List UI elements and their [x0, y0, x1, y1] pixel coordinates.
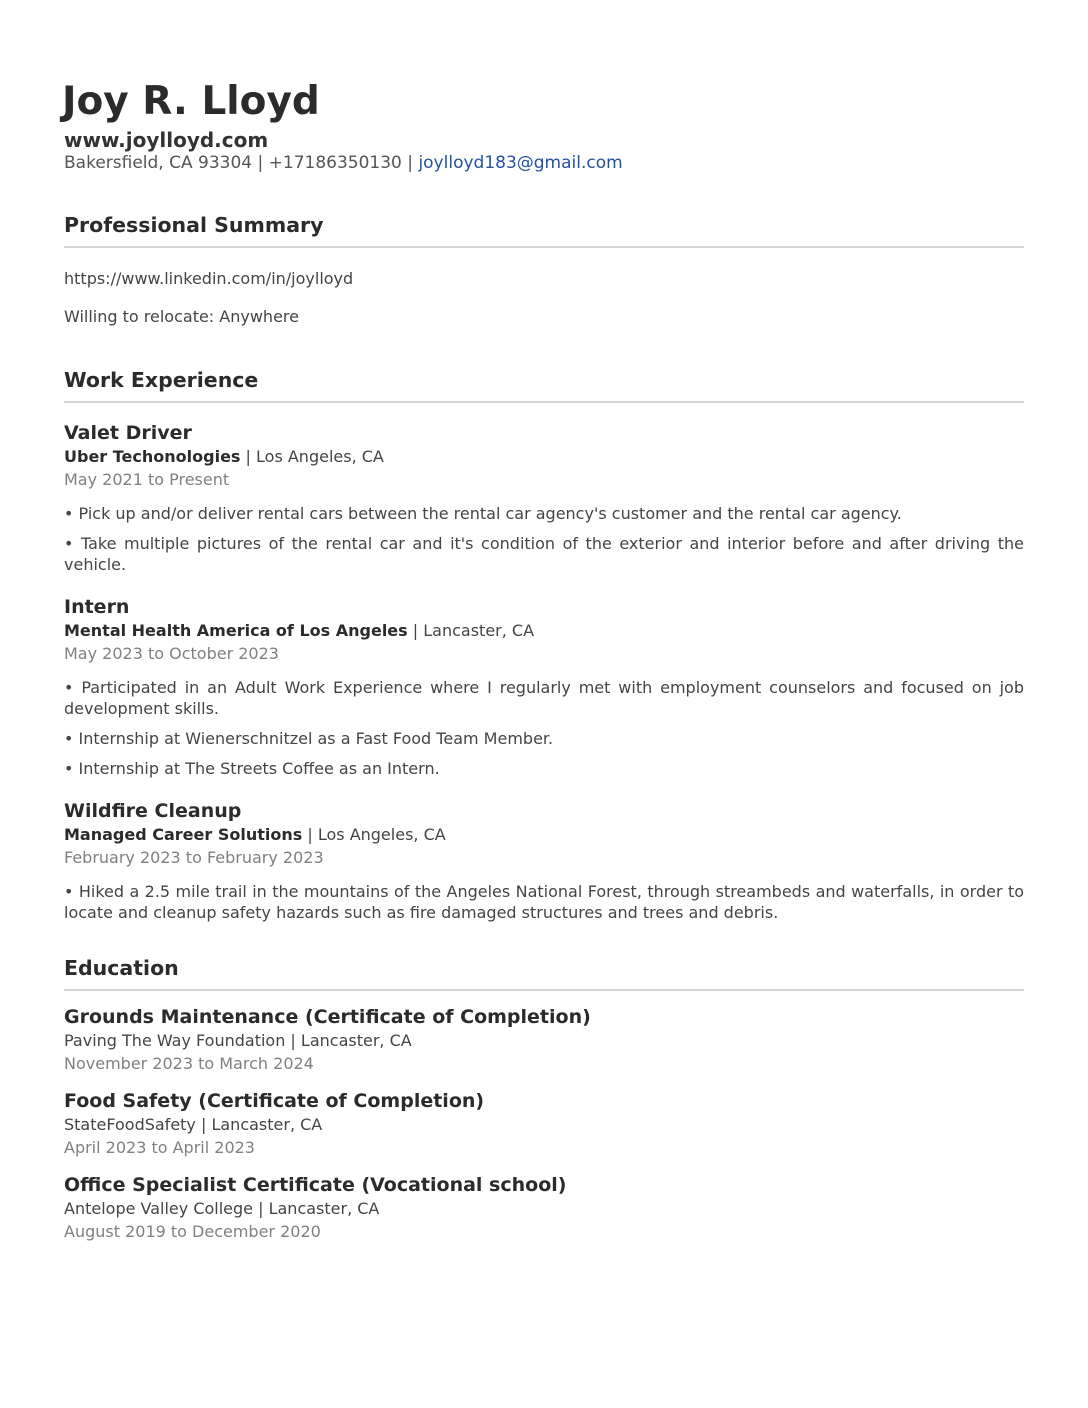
education-dates: April 2023 to April 2023 — [64, 1138, 255, 1157]
credential-title: Food Safety (Certificate of Completion) — [64, 1090, 485, 1112]
job-bullet: • Internship at The Streets Coffee as an Intern. — [64, 759, 440, 778]
job-entry — [64, 799, 1024, 923]
education-section — [64, 955, 1024, 1243]
job-bullet: • Participated in an Adult Work Experience where I regularly met with employment counselors and focused on job development skills. — [64, 678, 1024, 718]
job-org — [64, 619, 1024, 642]
job-bullets — [64, 503, 1024, 575]
job-org — [64, 445, 1024, 468]
website-link[interactable]: www.joylloyd.com — [64, 128, 269, 152]
education-dates: August 2019 to December 2020 — [64, 1222, 321, 1241]
job-entry — [64, 595, 1024, 779]
company-name: Managed Career Solutions — [64, 825, 303, 844]
education-entry — [64, 1089, 1024, 1159]
credential-title: Office Specialist Certificate (Vocational school) — [64, 1174, 567, 1196]
phone: +17186350130 — [268, 153, 402, 173]
job-location: Los Angeles, CA — [256, 447, 384, 466]
separator: | — [412, 621, 419, 640]
education-entry — [64, 1005, 1024, 1075]
school-name: Paving The Way Foundation | Lancaster, CA — [64, 1031, 412, 1050]
job-bullets — [64, 881, 1024, 923]
summary-section — [64, 212, 1024, 327]
job-bullet: • Pick up and/or deliver rental cars between the rental car agency's customer and the rental car agency. — [64, 504, 902, 523]
job-dates: May 2023 to October 2023 — [64, 644, 279, 663]
section-heading: Professional Summary — [64, 212, 1024, 248]
job-title: Valet Driver — [64, 422, 192, 444]
job-org — [64, 823, 1024, 846]
email-link[interactable]: joylloyd183@gmail.com — [418, 153, 623, 173]
separator: | — [257, 153, 264, 173]
job-bullet: • Take multiple pictures of the rental car and it's condition of the exterior and interior before and after driving the vehicle. — [64, 534, 1024, 574]
job-entry — [64, 421, 1024, 575]
separator: | — [245, 447, 251, 466]
contact-line — [64, 152, 1024, 174]
education-dates: November 2023 to March 2024 — [64, 1054, 314, 1073]
resume — [64, 78, 1024, 1243]
linkedin-url: https://www.linkedin.com/in/joylloyd — [64, 269, 354, 288]
separator: | — [407, 153, 414, 173]
relocation-note: Willing to relocate: Anywhere — [64, 307, 299, 326]
education-entry — [64, 1173, 1024, 1243]
section-heading: Work Experience — [64, 367, 1024, 403]
candidate-name: Joy R. Lloyd — [62, 79, 320, 124]
job-bullet: • Hiked a 2.5 mile trail in the mountains of the Angeles National Forest, through streambeds and waterfalls, in order to locate and cleanup safety hazards such as fire damaged structures and trees and debris. — [64, 882, 1024, 922]
job-dates: May 2021 to Present — [64, 470, 230, 489]
job-location: Lancaster, CA — [423, 621, 535, 640]
work-section — [64, 367, 1024, 923]
company-name: Uber Techonologies — [64, 447, 241, 466]
section-heading: Education — [64, 955, 1024, 991]
credential-title: Grounds Maintenance (Certificate of Completion) — [64, 1006, 591, 1028]
job-title: Intern — [64, 596, 130, 618]
job-location: Los Angeles, CA — [317, 825, 446, 844]
job-dates: February 2023 to February 2023 — [64, 848, 324, 867]
company-name: Mental Health America of Los Angeles — [64, 621, 408, 640]
job-bullets — [64, 677, 1024, 779]
location: Bakersfield, CA 93304 — [64, 153, 253, 173]
school-name: Antelope Valley College | Lancaster, CA — [64, 1199, 380, 1218]
school-name: StateFoodSafety | Lancaster, CA — [64, 1115, 323, 1134]
separator: | — [307, 825, 313, 844]
job-title: Wildfire Cleanup — [64, 800, 242, 822]
job-bullet: • Internship at Wienerschnitzel as a Fast Food Team Member. — [64, 729, 554, 748]
